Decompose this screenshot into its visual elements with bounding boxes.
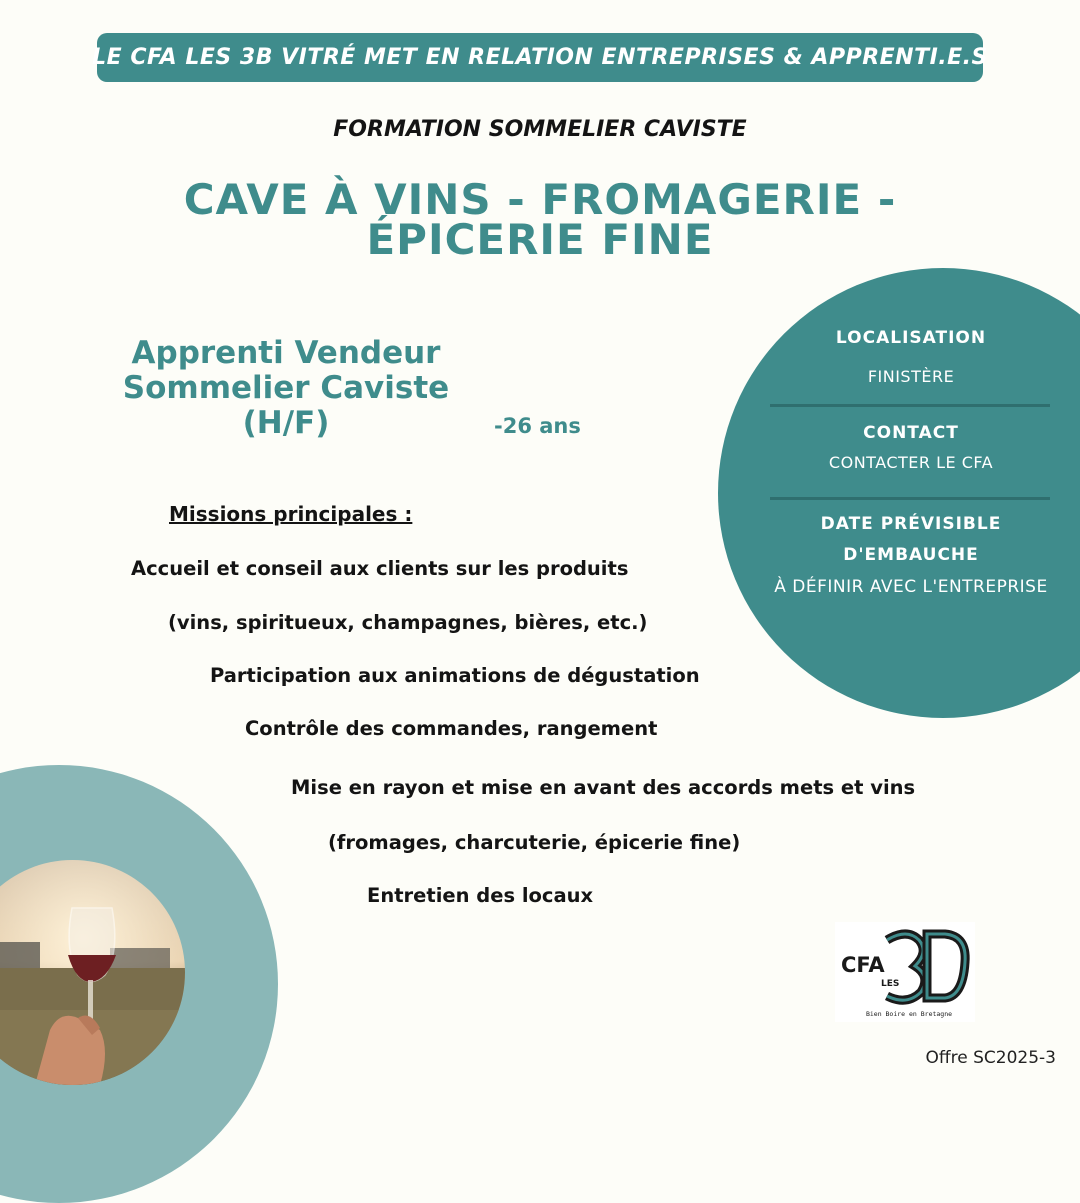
banner-text: LE CFA LES 3B VITRÉ MET EN RELATION ENTREPRISES & APPRENTI.E.S <box>92 45 988 70</box>
age-requirement: -26 ans <box>494 414 581 438</box>
job-title <box>100 336 472 441</box>
mission-item: Accueil et conseil aux clients sur les produits <box>131 557 629 580</box>
header-banner <box>92 33 988 82</box>
date-label-line-1: DATE PRÉVISIBLE <box>820 514 1002 534</box>
logo-tagline: Bien Boire en Bretagne <box>865 1010 953 1018</box>
formation-title: FORMATION SOMMELIER CAVISTE <box>333 117 747 142</box>
info-date <box>760 509 1062 597</box>
main-title-line-2: ÉPICERIE FINE <box>366 215 714 264</box>
info-contact <box>760 418 1062 472</box>
contact-label: CONTACT <box>863 423 959 443</box>
date-value: À DÉFINIR AVEC L'ENTREPRISE <box>774 577 1048 597</box>
mission-item: (vins, spiritueux, champagnes, bières, etc.) <box>168 611 648 634</box>
main-title-line-1: CAVE À VINS - FROMAGERIE - <box>183 175 897 224</box>
localisation-label: LOCALISATION <box>835 328 987 348</box>
mission-item: Participation aux animations de dégustation <box>210 664 700 687</box>
mission-item: Mise en rayon et mise en avant des accords mets et vins <box>291 776 916 799</box>
contact-value: CONTACTER LE CFA <box>828 453 994 472</box>
main-title <box>140 175 940 264</box>
info-divider-1 <box>770 404 1050 407</box>
info-divider-2 <box>770 497 1050 500</box>
offer-reference: Offre SC2025-3 <box>925 1048 1056 1068</box>
job-title-line-1: Apprenti Vendeur <box>131 335 441 371</box>
job-title-line-2: Sommelier Caviste <box>122 370 450 406</box>
mission-item: Contrôle des commandes, rangement <box>245 717 658 740</box>
mission-item: (fromages, charcuterie, épicerie fine) <box>328 831 741 854</box>
localisation-value: FINISTÈRE <box>867 367 955 386</box>
job-title-line-3: (H/F) <box>242 405 330 441</box>
info-localisation <box>760 323 1062 386</box>
logo-les-text: LES <box>881 979 900 989</box>
cfa-logo-graphic <box>835 922 975 1022</box>
cfa-les-3b-logo <box>835 922 975 1022</box>
mission-item: Entretien des locaux <box>367 884 594 907</box>
date-label-line-2: D'EMBAUCHE <box>843 545 979 565</box>
logo-cfa-text: CFA <box>841 953 885 977</box>
missions-title: Missions principales : <box>169 502 413 526</box>
